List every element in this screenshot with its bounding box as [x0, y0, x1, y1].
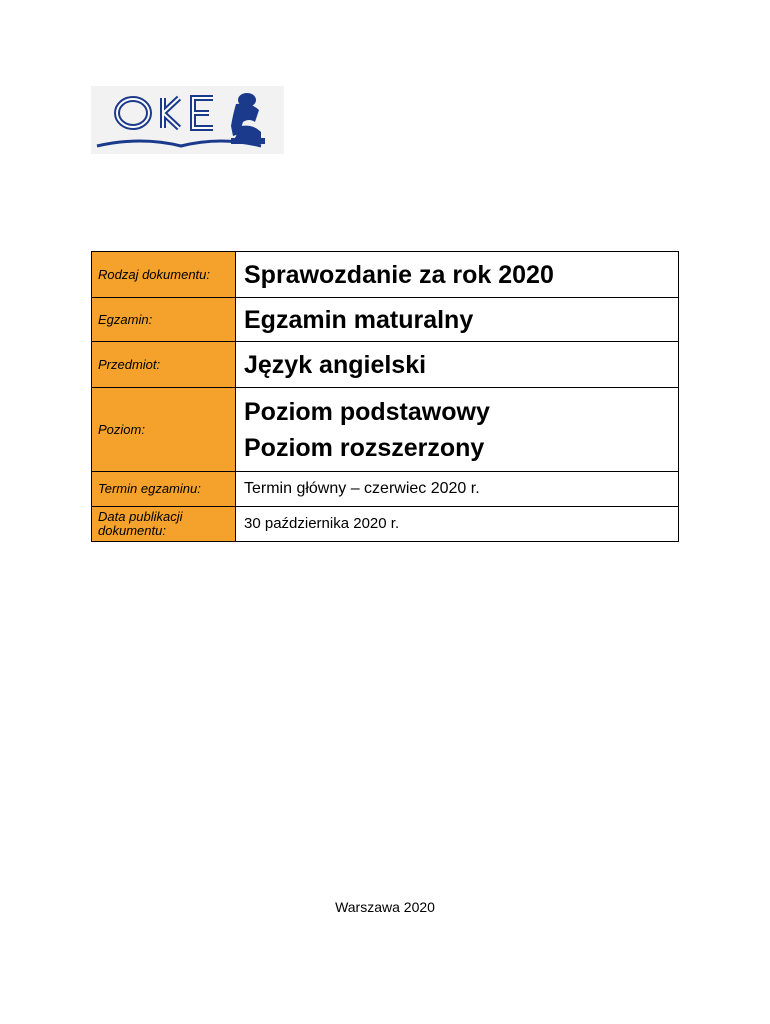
value-publication-date: 30 października 2020 r.: [236, 507, 679, 542]
label-level: Poziom:: [92, 388, 236, 472]
oke-logo-graphic: [91, 86, 284, 154]
value-document-type: Sprawozdanie za rok 2020: [236, 252, 679, 298]
document-info-table: [91, 251, 679, 542]
label-exam-date: Termin egzaminu:: [92, 472, 236, 507]
value-level-extended: Poziom rozszerzony: [244, 433, 485, 462]
thinker-statue-icon: [231, 93, 265, 144]
label-subject: Przedmiot:: [92, 342, 236, 388]
table-row: [92, 342, 679, 388]
value-subject: Język angielski: [236, 342, 679, 388]
value-level: [236, 388, 679, 472]
oke-logo: [91, 86, 284, 154]
label-publication-date: Data publikacji dokumentu:: [92, 507, 236, 542]
value-level-basic: Poziom podstawowy: [244, 397, 490, 426]
table-row: [92, 252, 679, 298]
footer-place-year: Warszawa 2020: [335, 899, 435, 915]
label-exam: Egzamin:: [92, 298, 236, 342]
label-document-type: Rodzaj dokumentu:: [92, 252, 236, 298]
table-row: [92, 388, 679, 472]
value-exam-date: Termin główny – czerwiec 2020 r.: [236, 472, 679, 507]
table-row: [92, 472, 679, 507]
table-row: [92, 507, 679, 542]
table-row: [92, 298, 679, 342]
value-exam: Egzamin maturalny: [236, 298, 679, 342]
